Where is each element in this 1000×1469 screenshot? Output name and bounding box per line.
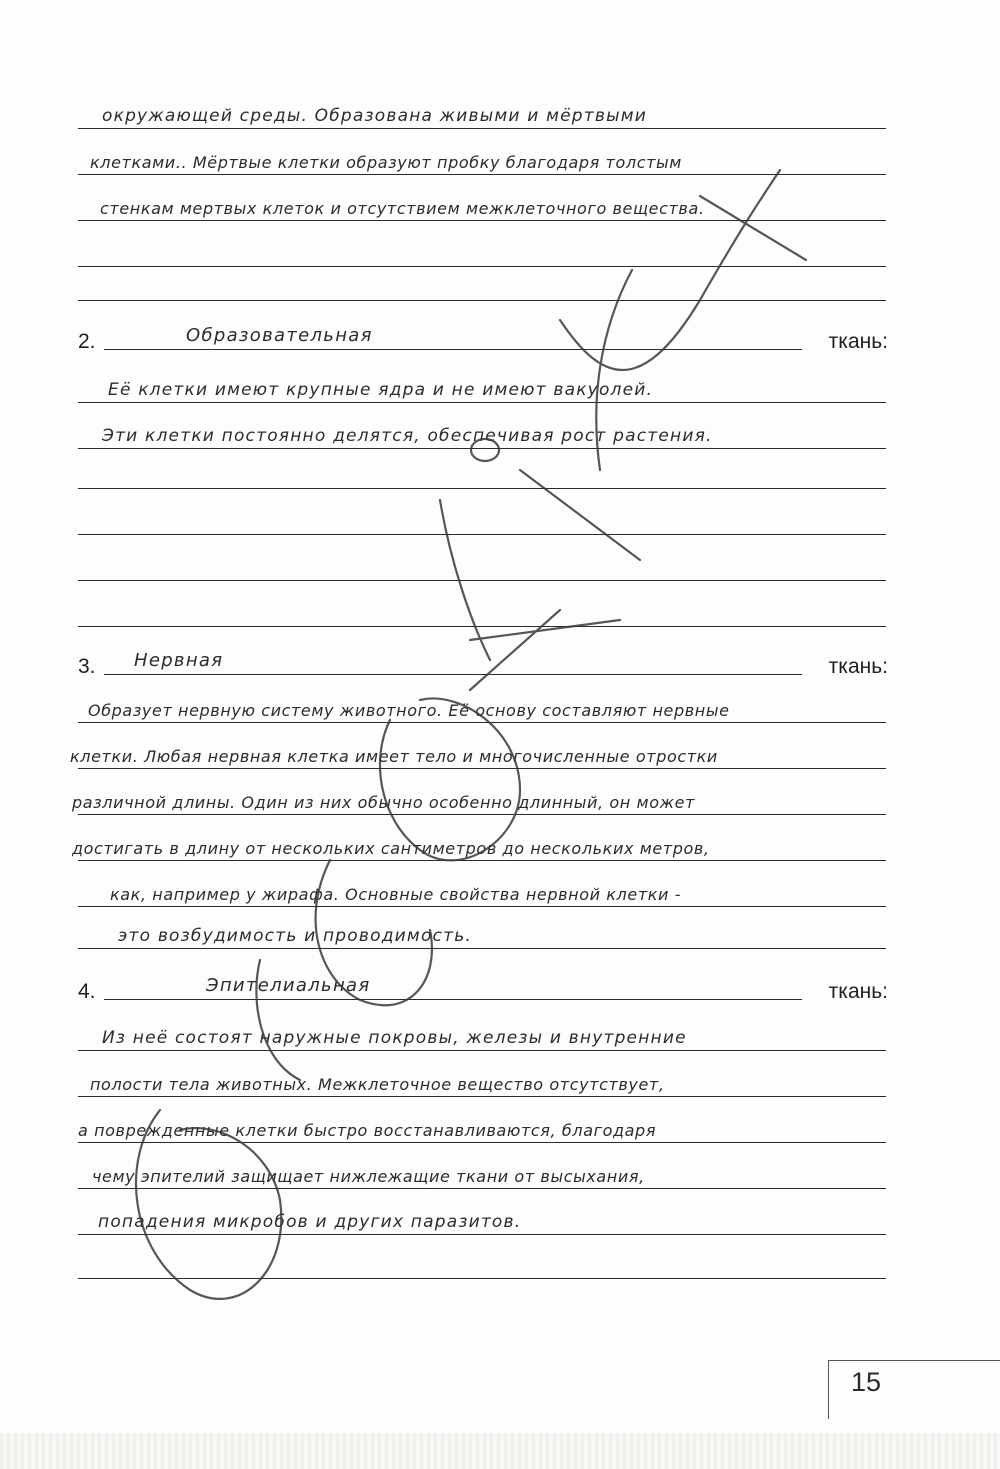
answer-line — [78, 82, 886, 129]
tissue-label: ткань: — [828, 330, 888, 353]
answer-line — [78, 1004, 886, 1051]
tissue-name: Нервная — [134, 650, 224, 671]
answer-line — [78, 442, 886, 489]
answer-line — [78, 1050, 886, 1097]
handwritten-text: окружающей среды. Образована живыми и мёртвыми — [102, 106, 647, 126]
handwritten-text: клетки. Любая нервная клетка имеет тело и многочисленные отростки — [70, 747, 718, 766]
tissue-label: ткань: — [828, 655, 888, 678]
answer-line — [78, 1232, 886, 1279]
heading-answer-line — [104, 999, 802, 1000]
item-number: 3. — [78, 655, 96, 678]
handwritten-text: Образует нервную систему животного. Её основу составляют нервные — [88, 701, 730, 720]
answer-line — [78, 174, 886, 221]
tissue-heading-2 — [78, 320, 888, 354]
page-number-box — [828, 1360, 1000, 1419]
tissue-heading-3 — [78, 645, 888, 679]
handwritten-text: Эти клетки постоянно делятся, обеспечивая рост растения. — [102, 426, 713, 446]
handwritten-text: стенкам мертвых клеток и отсутствием межклеточного вещества. — [100, 199, 705, 218]
tissue-label: ткань: — [828, 980, 888, 1003]
heading-answer-line — [104, 349, 802, 350]
tissue-name: Образовательная — [186, 325, 373, 346]
answer-line — [72, 768, 886, 815]
handwritten-text: Её клетки имеют крупные ядра и не имеют вакуолей. — [108, 380, 654, 400]
answer-line — [78, 1142, 886, 1189]
answer-line — [78, 1096, 886, 1143]
answer-line — [70, 722, 886, 769]
answer-line — [78, 356, 886, 403]
handwritten-text: различной длины. Один из них обычно особенно длинный, он может — [72, 793, 695, 812]
answer-line — [78, 860, 886, 907]
answer-line — [78, 580, 886, 627]
item-number: 2. — [78, 330, 96, 353]
answer-line — [78, 254, 886, 301]
handwritten-text: это возбудимость и проводимость. — [118, 926, 473, 946]
handwritten-text: чему эпителий защищает нижлежащие ткани от высыхания, — [92, 1167, 645, 1186]
item-number: 4. — [78, 980, 96, 1003]
handwritten-text: полости тела животных. Межклеточное вещество отсутствует, — [90, 1075, 665, 1094]
answer-line — [78, 128, 886, 175]
handwritten-text: клетками.. Мёртвые клетки образуют пробку благодаря толстым — [90, 153, 682, 172]
answer-line — [78, 488, 886, 535]
answer-line — [78, 902, 886, 949]
page-number: 15 — [851, 1367, 882, 1397]
heading-answer-line — [104, 674, 802, 675]
answer-line — [78, 676, 886, 723]
handwritten-text: а поврежденные клетки быстро восстанавливаются, благодаря — [78, 1121, 657, 1140]
tissue-name: Эпителиальная — [206, 975, 371, 996]
handwritten-text: как, например у жирафа. Основные свойства нервной клетки - — [110, 885, 682, 904]
scan-edge-texture — [0, 1433, 1000, 1469]
handwritten-text: попадения микробов и других паразитов. — [98, 1212, 522, 1232]
handwritten-text: достигать в длину от нескольких сантиметров до нескольких метров, — [72, 839, 710, 858]
answer-line — [78, 1188, 886, 1235]
handwritten-text: Из неё состоят наружные покровы, железы и внутренние — [102, 1028, 687, 1048]
answer-line — [72, 814, 886, 861]
tissue-heading-4 — [78, 970, 888, 1004]
answer-line — [78, 534, 886, 581]
